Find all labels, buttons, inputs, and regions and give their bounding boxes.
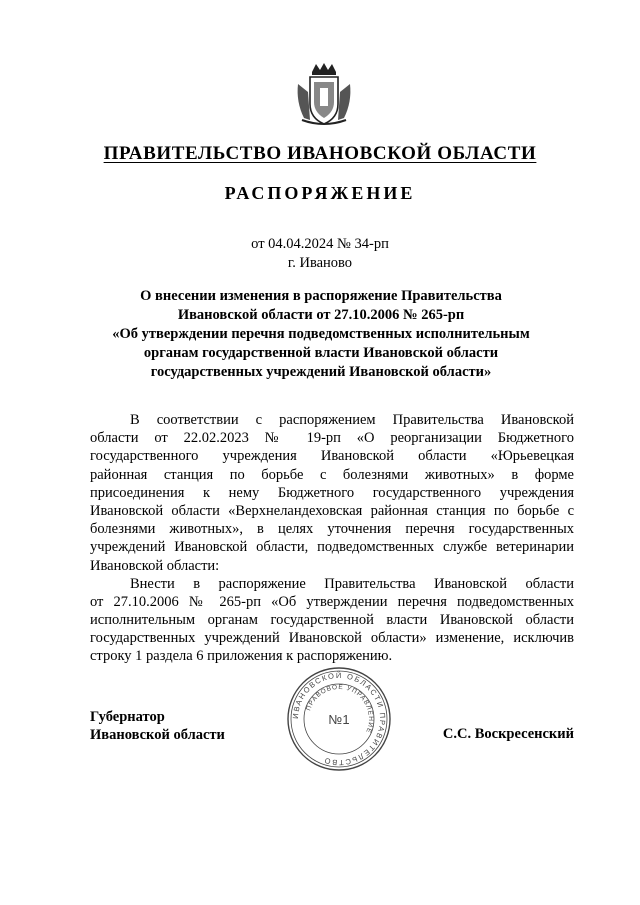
ivanovo-coat-of-arms-icon: [294, 62, 354, 128]
body-line: области от 22.02.2023 № 19-рп «О реорганизации Бюджетного: [90, 430, 574, 447]
subject-line: «Об утверждении перечня подведомственных исполнительным: [112, 326, 530, 342]
body-line: болезнями животных», в целях уточнения перечня государственных: [90, 521, 574, 538]
stamp-ring-text: ИВАНОВСКОЙ ОБЛАСТИ ПРАВИТЕЛЬСТВО: [290, 670, 388, 768]
signatory-position: [90, 708, 225, 744]
organization-title: ПРАВИТЕЛЬСТВО ИВАНОВСКОЙ ОБЛАСТИ: [103, 143, 537, 164]
official-stamp: [286, 666, 392, 772]
body-line: от 27.10.2006 № 265-рп «Об утверждении перечня подведомственных: [90, 593, 574, 610]
body-line: Ивановской области:: [90, 557, 220, 574]
document-city: г. Иваново: [287, 255, 353, 271]
subject-line: О внесении изменения в распоряжение Правительства: [140, 288, 502, 304]
signatory-position-line: Ивановской области: [90, 727, 225, 743]
subject-line: Ивановской области от 27.10.2006 № 265-рп: [177, 307, 465, 323]
document-type: РАСПОРЯЖЕНИЕ: [224, 183, 416, 203]
body-line: государственного учреждения Ивановской области «Юрьевецкая: [90, 448, 574, 465]
body-line: Внести в распоряжение Правительства Ивановской области: [130, 575, 574, 592]
document-date-number: от 04.04.2024 № 34-рп: [251, 236, 389, 252]
body-line: В соответствии с распоряжением Правительства Ивановской: [130, 412, 574, 428]
body-line: исполнительным органам государственной власти Ивановской области: [90, 612, 574, 629]
body-line: государственных учреждений Ивановской области» изменение, исключив: [90, 630, 574, 647]
body-line: районная станция по борьбе с болезнями животных» в форме: [90, 466, 574, 483]
signatory-name: С.С. Воскресенский: [442, 726, 574, 742]
document-subject: [96, 287, 546, 382]
body-line: присоединения к нему Бюджетного государственного учреждения: [90, 484, 574, 501]
subject-line: государственных учреждений Ивановской области»: [150, 364, 492, 380]
stamp-number: №1: [328, 712, 350, 727]
body-line: Ивановской области «Верхнеландеховская районная станция по борьбе с: [90, 502, 574, 519]
stamp-inner-text: ПРАВОВОЕ УПРАВЛЕНИЕ: [305, 683, 375, 735]
subject-line: органам государственной власти Ивановской области: [143, 345, 499, 361]
body-line: учреждений Ивановской области, подведомственных службе ветеринарии: [90, 539, 574, 556]
document-body: [90, 411, 574, 666]
body-line: строку 1 раздела 6 приложения к распоряжению.: [90, 648, 393, 665]
signatory-position-line: Губернатор: [90, 709, 165, 725]
